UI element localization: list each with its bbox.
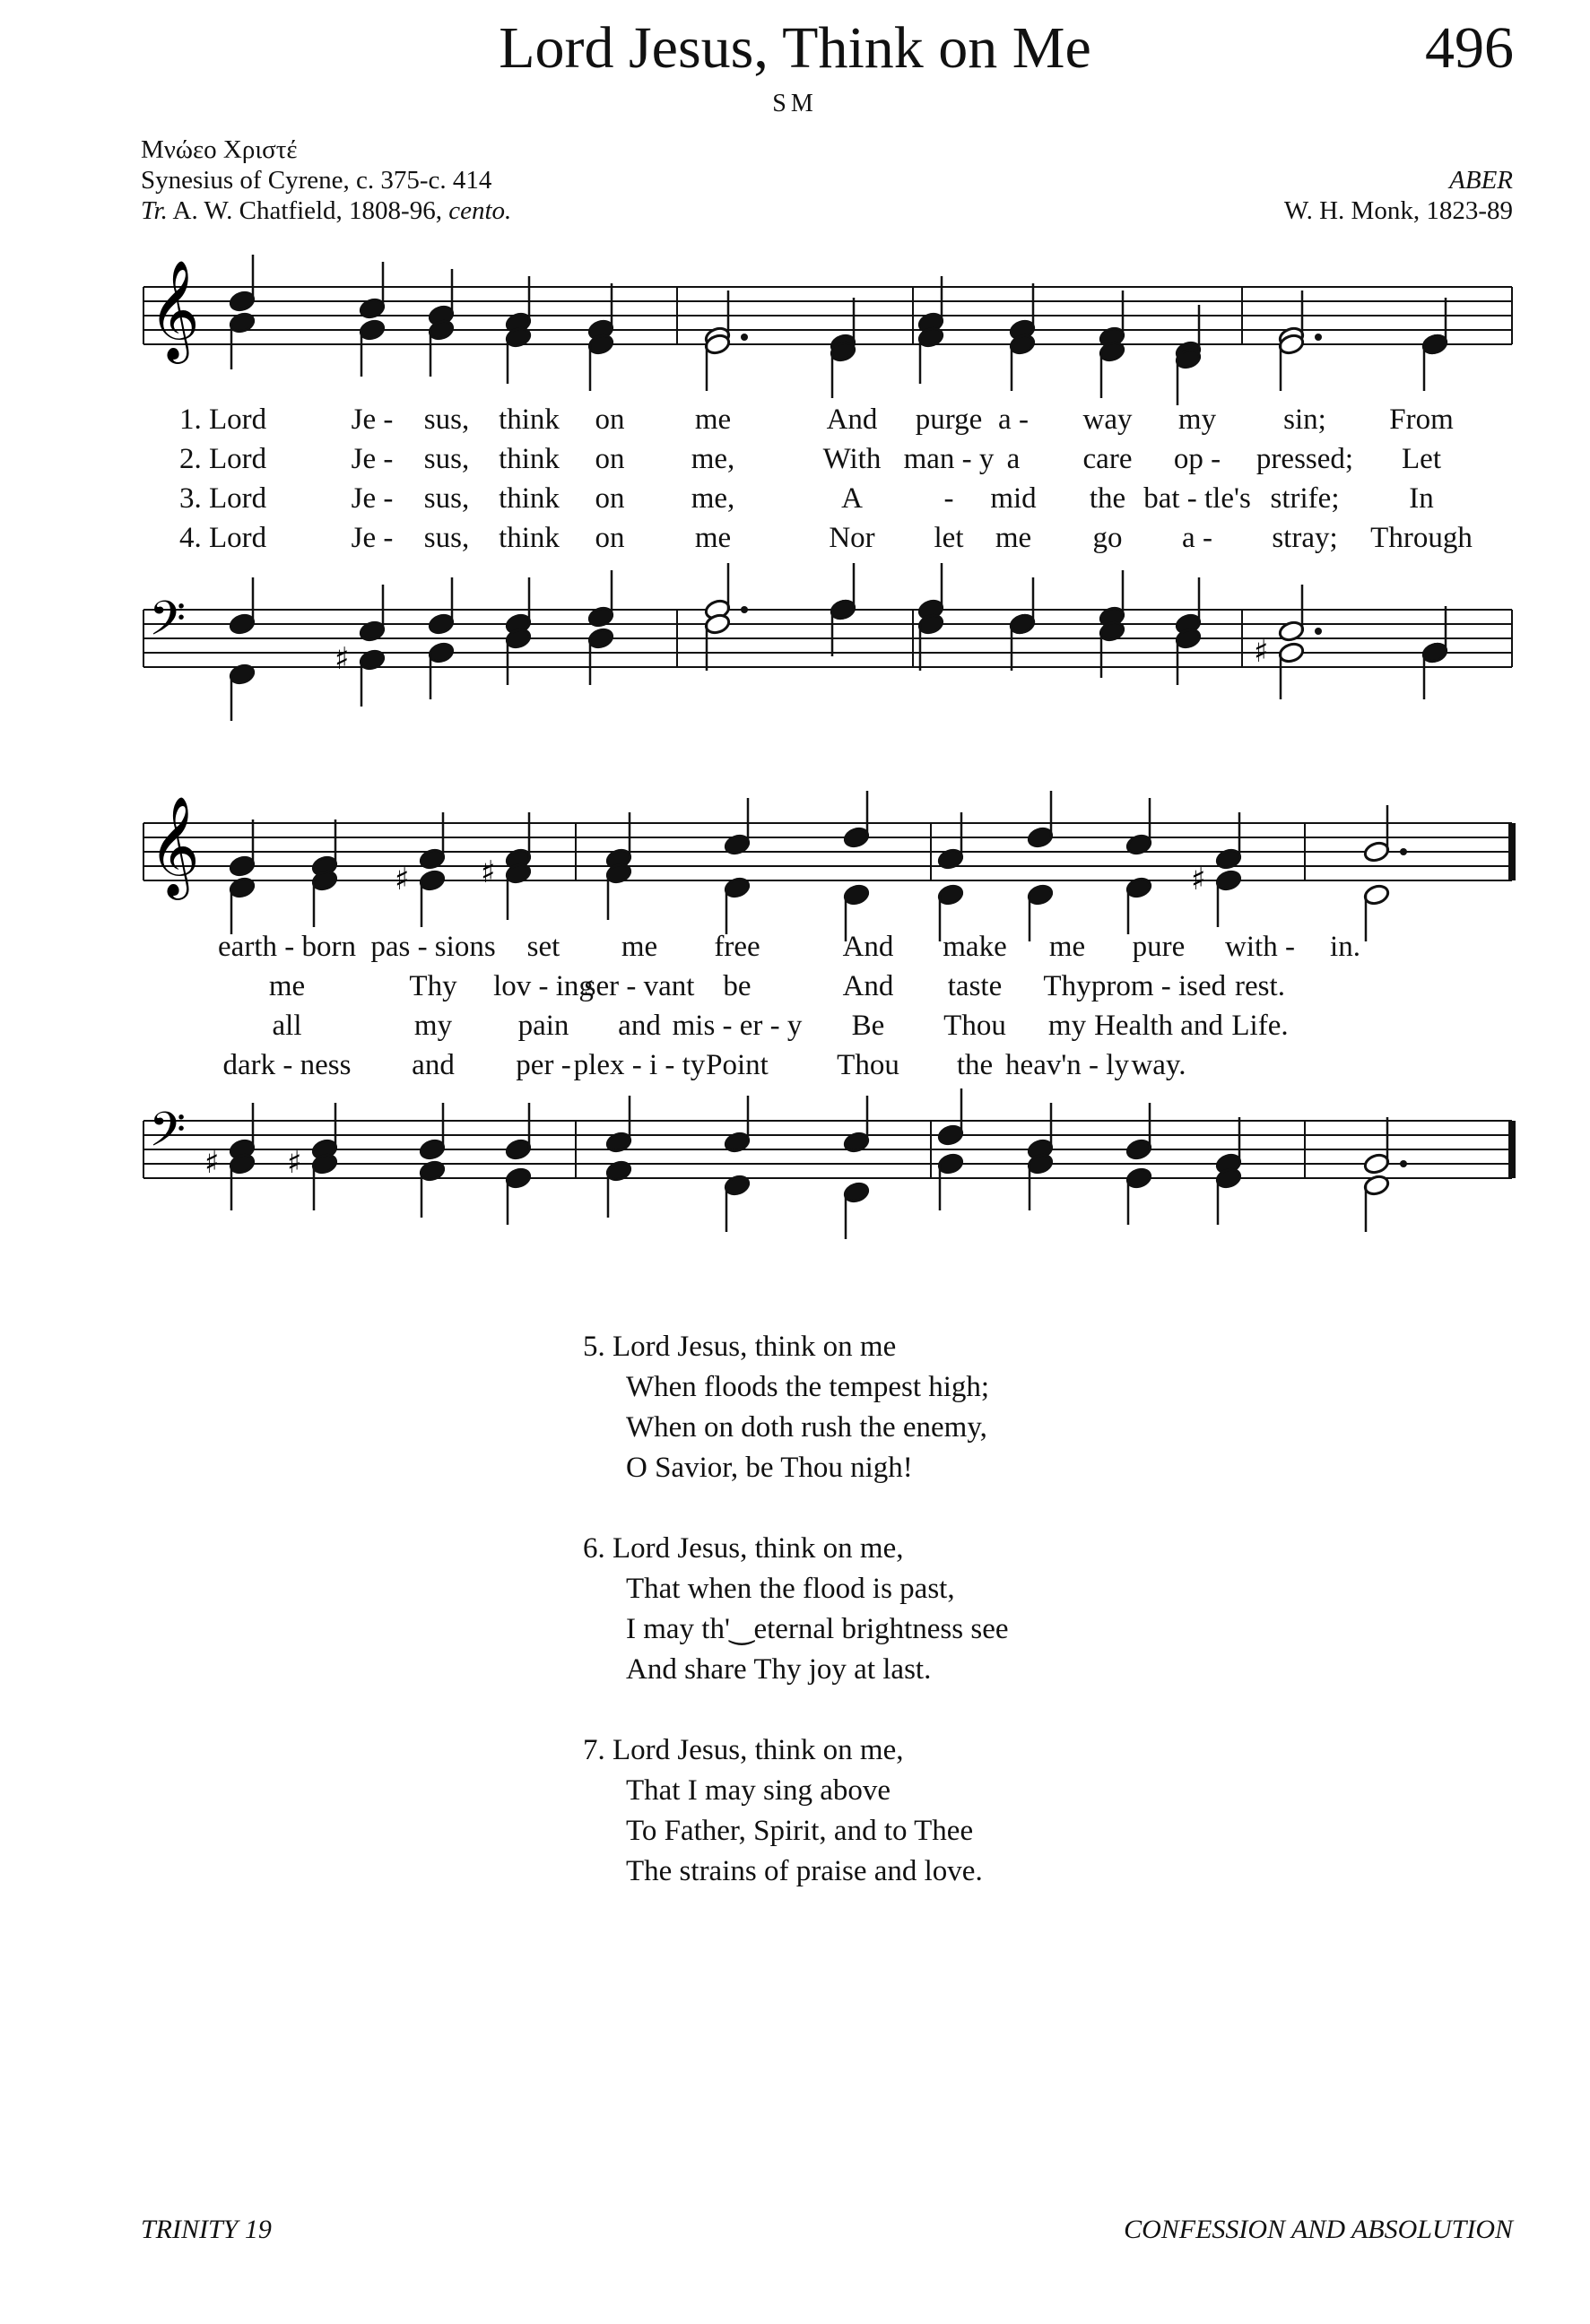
notehead (1125, 1138, 1153, 1161)
notehead (1125, 876, 1153, 899)
notehead (229, 876, 256, 899)
lyric-syllable: the (956, 1049, 994, 1081)
hymn-number: 496 (1425, 15, 1514, 81)
lyric-line (0, 1010, 1590, 1049)
lyric-syllable: Health and (1094, 1010, 1223, 1042)
lyric-syllable: stray; (1272, 522, 1338, 554)
notehead (830, 598, 857, 621)
notehead (1125, 1166, 1153, 1190)
notehead (1009, 612, 1037, 636)
lyric-syllable: 4. Lord (179, 522, 267, 554)
lyric-syllable: op - (1173, 443, 1221, 475)
composer-credit: W. H. Monk, 1823-89 (1283, 196, 1513, 225)
sharp-icon: ♯ (481, 854, 496, 890)
lyric-syllable: dark - ness (222, 1049, 352, 1081)
tune-credits (1284, 165, 1513, 226)
lyric-syllable: earth - born (218, 931, 356, 963)
notehead (229, 663, 256, 686)
notehead (419, 869, 447, 892)
lyric-syllable: on (595, 482, 625, 515)
lyric-syllable: me (694, 403, 732, 436)
notehead (359, 620, 387, 643)
lyric-syllable: 1. Lord (179, 403, 267, 436)
lyric-syllable: care (1082, 443, 1133, 475)
lyric-syllable: ser - vant (584, 970, 695, 1002)
footer-category: CONFESSION AND ABSOLUTION (1124, 2215, 1513, 2244)
lyric-syllable: And (842, 931, 894, 963)
lyric-syllable: my (1177, 403, 1217, 436)
notehead (1421, 333, 1449, 356)
notehead (1278, 620, 1306, 643)
dot (1400, 848, 1407, 855)
lyric-syllable: me, (691, 443, 735, 475)
lyric-syllable: my (413, 1010, 453, 1042)
lyric-syllable: Nor (829, 522, 875, 554)
lyric-syllable: mis - er - y (672, 1010, 803, 1042)
system2-treble-staff (0, 796, 1590, 913)
lyric-syllable: per - (516, 1049, 571, 1081)
lyric-line (0, 482, 1590, 522)
notehead (843, 883, 871, 906)
stanza-line: When floods the tempest high; (626, 1371, 990, 1403)
lyric-syllable: mid (990, 482, 1037, 515)
greek-incipit: Μνώεο Χριστέ (141, 135, 298, 164)
notehead (724, 876, 752, 899)
notehead (1215, 847, 1243, 871)
lyric-syllable: Thy (1043, 970, 1091, 1002)
lyric-syllable: sin; (1283, 403, 1326, 436)
lyric-syllable: me (1048, 931, 1086, 963)
translator-prefix: Tr. (141, 196, 168, 225)
notehead (937, 883, 965, 906)
lyric-syllable: Thou (943, 1010, 1006, 1042)
notehead (843, 826, 871, 849)
stanza-5 (583, 1327, 1009, 1488)
notehead (1027, 826, 1055, 849)
hymn-title: Lord Jesus, Think on Me (499, 15, 1091, 81)
lyric-syllable: on (595, 443, 625, 475)
sharp-icon: ♯ (1254, 634, 1269, 670)
lyric-syllable: me (694, 522, 732, 554)
lyric-syllable: And (826, 403, 878, 436)
notehead (724, 1174, 752, 1197)
lyric-syllable: make (943, 931, 1007, 963)
lyric-syllable: sus, (423, 482, 470, 515)
lyric-syllable: go (1092, 522, 1123, 554)
lyric-syllable: pressed; (1255, 443, 1354, 475)
notehead (359, 297, 387, 320)
sharp-icon: ♯ (395, 862, 410, 898)
notehead (428, 641, 456, 664)
lyric-syllable: my (1047, 1010, 1087, 1042)
lyric-syllable: - (943, 482, 954, 515)
lyric-line (0, 443, 1590, 482)
lyric-syllable: on (595, 522, 625, 554)
dot (741, 606, 748, 613)
lyric-syllable: plex - i - ty (573, 1049, 706, 1081)
translator-credit (141, 195, 511, 226)
notehead (1215, 869, 1243, 892)
lyric-syllable: all (272, 1010, 302, 1042)
additional-stanzas (583, 1327, 1009, 1932)
lyric-syllable: me, (691, 482, 735, 515)
sharp-icon: ♯ (335, 641, 350, 677)
stanza-number: 5. (583, 1331, 605, 1363)
notehead (229, 290, 256, 313)
lyric-syllable: sus, (423, 522, 470, 554)
notehead (1363, 840, 1391, 863)
lyric-syllable: Let (1402, 443, 1441, 475)
lyric-syllable: pain (517, 1010, 569, 1042)
lyric-syllable: Je - (351, 443, 394, 475)
notehead (359, 318, 387, 342)
stanza-line: Lord Jesus, think on me, (613, 1532, 904, 1565)
system2-bass-staff (0, 1103, 1590, 1237)
bass-clef-icon: 𝄢 (149, 1103, 187, 1169)
notehead (937, 1152, 965, 1175)
dot (741, 334, 748, 341)
stanza-line: And share Thy joy at last. (626, 1653, 932, 1686)
lyric-syllable: pure (1132, 931, 1186, 963)
footer-season: TRINITY 19 (141, 2215, 272, 2244)
notehead (605, 1159, 633, 1183)
notehead (505, 1138, 533, 1161)
lyric-syllable: way. (1131, 1049, 1186, 1081)
lyric-syllable: Je - (351, 482, 394, 515)
sharp-icon: ♯ (1191, 862, 1206, 898)
stanza-line: Lord Jesus, think on me, (613, 1734, 904, 1766)
stanza-line: That when the flood is past, (626, 1573, 955, 1605)
lyric-syllable: and (618, 1010, 661, 1042)
lyric-syllable: Je - (351, 403, 394, 436)
notehead (724, 833, 752, 856)
notehead (419, 1138, 447, 1161)
stanza-line: Lord Jesus, think on me (613, 1331, 897, 1363)
lyric-syllable: a (1006, 443, 1021, 475)
bass-clef-icon: 𝄢 (149, 592, 187, 658)
notehead (359, 648, 387, 672)
lyric-syllable: 3. Lord (179, 482, 267, 515)
stanza-line: That I may sing above (626, 1774, 891, 1807)
lyric-syllable: Point (706, 1049, 769, 1081)
lyric-syllable: in. (1330, 931, 1360, 963)
lyric-syllable: me (995, 522, 1032, 554)
lyric-syllable: Be (851, 1010, 885, 1042)
tune-name: ABER (1449, 166, 1513, 195)
lyric-syllable: think (499, 443, 560, 475)
lyric-syllable: and (412, 1049, 455, 1081)
dot (1315, 628, 1322, 635)
lyric-syllable: And (842, 970, 894, 1002)
sharp-icon: ♯ (287, 1145, 302, 1181)
notehead (1363, 1152, 1391, 1175)
notehead (428, 612, 456, 636)
translator-name: A. W. Chatfield, 1808-96, (167, 196, 449, 225)
stanza-number: 6. (583, 1532, 605, 1565)
notehead (605, 1131, 633, 1154)
stanza-line: When on doth rush the enemy, (626, 1411, 987, 1444)
lyric-line (0, 1049, 1590, 1088)
lyric-syllable: Life. (1231, 1010, 1289, 1042)
lyric-syllable: let (934, 522, 964, 554)
notehead (937, 1123, 965, 1147)
lyric-syllable: Je - (351, 522, 394, 554)
lyric-line (0, 970, 1590, 1010)
author-credit: Synesius of Cyrene, c. 375-c. 414 (141, 166, 492, 195)
notehead (587, 605, 615, 629)
stanza-line: O Savior, be Thou nigh! (626, 1452, 913, 1484)
dot (1400, 1160, 1407, 1167)
stanza-line: To Father, Spirit, and to Thee (626, 1815, 974, 1847)
notehead (1278, 641, 1306, 664)
lyric-syllable: think (499, 482, 560, 515)
notehead (229, 612, 256, 636)
lyric-syllable: heav'n - ly (1005, 1049, 1129, 1081)
lyric-syllable: sus, (423, 403, 470, 436)
lyric-syllable: be (723, 970, 752, 1002)
lyric-syllable: me (268, 970, 306, 1002)
notehead (843, 1181, 871, 1204)
lyric-syllable: a - (1182, 522, 1212, 554)
stanza-7 (583, 1730, 1009, 1892)
treble-clef-icon: 𝄞 (149, 259, 200, 360)
notehead (419, 847, 447, 871)
lyric-syllable: with - (1225, 931, 1295, 963)
lyric-syllable: A (841, 482, 863, 515)
lyric-syllable: Thou (837, 1049, 899, 1081)
stanza-line: I may th'‿eternal brightness see (626, 1613, 1009, 1645)
lyric-line (0, 403, 1590, 443)
lyric-syllable: free (714, 931, 760, 963)
lyric-syllable: sus, (423, 443, 470, 475)
lyric-syllable: pas - sions (370, 931, 496, 963)
notehead (937, 847, 965, 871)
sharp-icon: ♯ (204, 1145, 220, 1181)
notehead (1027, 883, 1055, 906)
lyric-syllable: In (1409, 482, 1434, 515)
lyric-syllable: lov - ing (493, 970, 594, 1002)
stanza-number: 7. (583, 1734, 605, 1766)
lyric-line (0, 931, 1590, 970)
lyric-syllable: From (1389, 403, 1454, 436)
lyric-syllable: the (1089, 482, 1126, 515)
lyric-syllable: Through (1370, 522, 1473, 554)
lyric-syllable: Thy (409, 970, 457, 1002)
lyric-syllable: purge (915, 403, 983, 436)
text-credits (141, 134, 511, 226)
lyric-syllable: way (1082, 403, 1133, 436)
meter: SM (772, 90, 818, 117)
lyric-line (0, 522, 1590, 561)
notehead (843, 1131, 871, 1154)
lyric-syllable: rest. (1235, 970, 1285, 1002)
lyric-syllable: With (822, 443, 882, 475)
notehead (419, 1159, 447, 1183)
stanza-line: The strains of praise and love. (626, 1855, 983, 1887)
notehead (1125, 833, 1153, 856)
lyric-syllable: think (499, 403, 560, 436)
notehead (1363, 1174, 1391, 1197)
lyric-syllable: prom - ised (1090, 970, 1227, 1002)
dot (1315, 334, 1322, 341)
system1-treble-staff (0, 259, 1590, 377)
lyric-syllable: on (595, 403, 625, 436)
system1-bass-staff (0, 592, 1590, 726)
stanza-6 (583, 1529, 1009, 1690)
lyric-syllable: man - y (903, 443, 995, 475)
translator-note: cento. (448, 196, 512, 225)
notehead (1421, 641, 1449, 664)
lyric-syllable: 2. Lord (179, 443, 267, 475)
notehead (229, 311, 256, 334)
lyric-syllable: a - (998, 403, 1029, 436)
notehead (724, 1131, 752, 1154)
treble-clef-icon: 𝄞 (149, 795, 200, 896)
notehead (587, 627, 615, 650)
notehead (1363, 883, 1391, 906)
lyric-syllable: taste (947, 970, 1003, 1002)
lyric-syllable: strife; (1270, 482, 1340, 515)
lyric-syllable: set (526, 931, 560, 963)
notehead (505, 1166, 533, 1190)
lyric-syllable: me (621, 931, 658, 963)
lyric-syllable: bat - tle's (1143, 482, 1251, 515)
lyric-syllable: think (499, 522, 560, 554)
notehead (229, 854, 256, 878)
